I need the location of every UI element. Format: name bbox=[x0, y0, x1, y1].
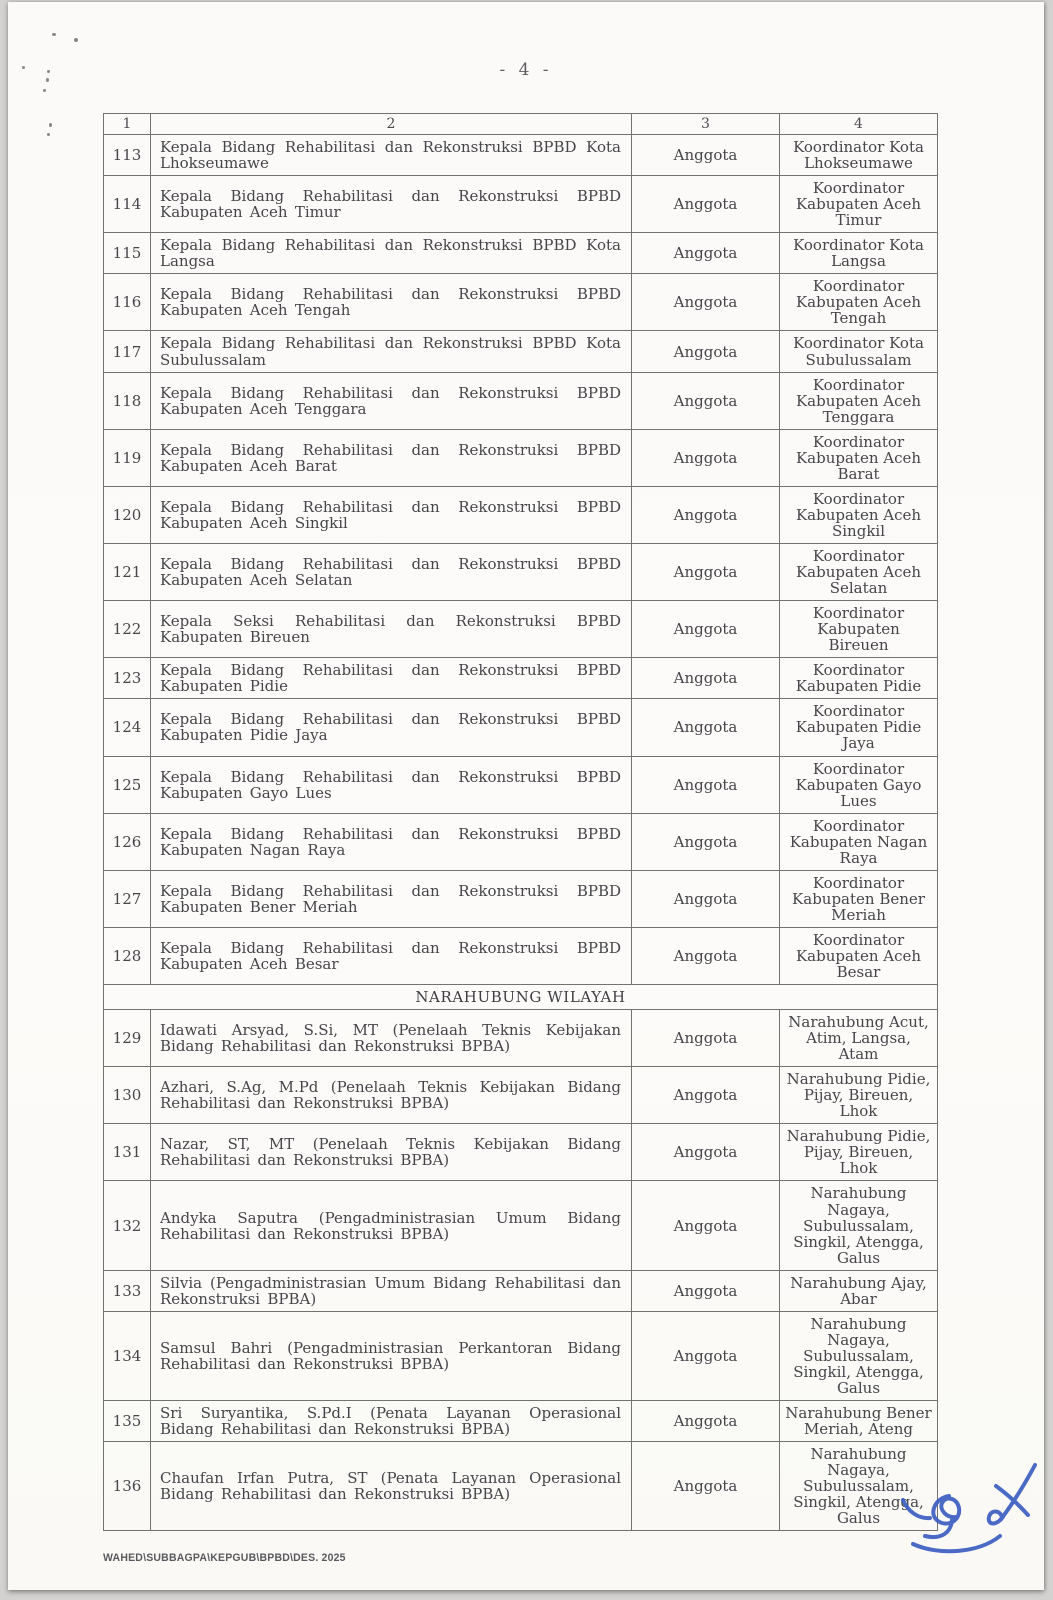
row-number-cell: 131 bbox=[104, 1124, 151, 1181]
section-header-row bbox=[104, 985, 938, 1010]
table-row bbox=[104, 274, 938, 331]
assignment-cell: Koordinator Kabupaten Aceh Selatan bbox=[780, 543, 938, 600]
row-number-cell: 133 bbox=[104, 1270, 151, 1311]
assignment-cell: Narahubung Nagaya, Subulussalam, Singkil, Atengga, Galus bbox=[780, 1181, 938, 1270]
assignment-cell: Koordinator Kota Subulussalam bbox=[780, 331, 938, 372]
row-number-cell: 125 bbox=[104, 756, 151, 813]
membership-cell: Anggota bbox=[632, 870, 780, 927]
document-page bbox=[8, 2, 1044, 1590]
table-row bbox=[104, 1067, 938, 1124]
position-cell: Kepala Bidang Rehabilitasi dan Rekonstruksi BPBD Kabupaten Bener Meriah bbox=[151, 870, 632, 927]
ink-speck bbox=[22, 66, 25, 69]
assignment-cell: Koordinator Kabupaten Aceh Besar bbox=[780, 927, 938, 984]
row-number-cell: 120 bbox=[104, 486, 151, 543]
table-row bbox=[104, 756, 938, 813]
membership-cell: Anggota bbox=[632, 1311, 780, 1400]
table-row bbox=[104, 1401, 938, 1442]
assignment-cell: Koordinator Kabupaten Bireuen bbox=[780, 601, 938, 658]
row-number-cell: 130 bbox=[104, 1067, 151, 1124]
assignment-cell: Narahubung Nagaya, Subulussalam, Singkil, Atengga, Galus bbox=[780, 1442, 938, 1531]
table-row bbox=[104, 135, 938, 176]
table-row bbox=[104, 927, 938, 984]
position-cell: Nazar, ST, MT (Penelaah Teknis Kebijakan Bidang Rehabilitasi dan Rekonstruksi BPBA) bbox=[151, 1124, 632, 1181]
assignment-cell: Koordinator Kabupaten Aceh Barat bbox=[780, 429, 938, 486]
table-body bbox=[104, 135, 938, 1531]
position-cell: Kepala Bidang Rehabilitasi dan Rekonstruksi BPBD Kabupaten Aceh Tengah bbox=[151, 274, 632, 331]
position-cell: Samsul Bahri (Pengadministrasian Perkantoran Bidang Rehabilitasi dan Rekonstruksi BPBA) bbox=[151, 1311, 632, 1400]
row-number-cell: 123 bbox=[104, 658, 151, 699]
table-row bbox=[104, 543, 938, 600]
row-number-cell: 122 bbox=[104, 601, 151, 658]
membership-cell: Anggota bbox=[632, 1124, 780, 1181]
position-cell: Kepala Bidang Rehabilitasi dan Rekonstruksi BPBD Kabupaten Pidie Jaya bbox=[151, 699, 632, 756]
row-number-cell: 129 bbox=[104, 1010, 151, 1067]
row-number-cell: 134 bbox=[104, 1311, 151, 1400]
position-cell: Kepala Bidang Rehabilitasi dan Rekonstruksi BPBD Kota Subulussalam bbox=[151, 331, 632, 372]
position-cell: Azhari, S.Ag, M.Pd (Penelaah Teknis Kebijakan Bidang Rehabilitasi dan Rekonstruksi BPBA) bbox=[151, 1067, 632, 1124]
membership-cell: Anggota bbox=[632, 1442, 780, 1531]
membership-cell: Anggota bbox=[632, 429, 780, 486]
row-number-cell: 121 bbox=[104, 543, 151, 600]
membership-cell: Anggota bbox=[632, 813, 780, 870]
row-number-cell: 114 bbox=[104, 176, 151, 233]
assignment-cell: Narahubung Acut, Atim, Langsa, Atam bbox=[780, 1010, 938, 1067]
table-row bbox=[104, 1442, 938, 1531]
ink-speck bbox=[74, 38, 78, 42]
assignment-cell: Narahubung Nagaya, Subulussalam, Singkil, Atengga, Galus bbox=[780, 1311, 938, 1400]
membership-cell: Anggota bbox=[632, 1181, 780, 1270]
row-number-cell: 126 bbox=[104, 813, 151, 870]
membership-cell: Anggota bbox=[632, 176, 780, 233]
membership-cell: Anggota bbox=[632, 274, 780, 331]
row-number-cell: 117 bbox=[104, 331, 151, 372]
row-number-cell: 135 bbox=[104, 1401, 151, 1442]
row-number-cell: 119 bbox=[104, 429, 151, 486]
position-cell: Sri Suryantika, S.Pd.I (Penata Layanan Operasional Bidang Rehabilitasi dan Rekonstruksi BPBA) bbox=[151, 1401, 632, 1442]
table-row bbox=[104, 331, 938, 372]
table-row bbox=[104, 1010, 938, 1067]
column-header-position: 2 bbox=[151, 114, 632, 135]
ink-speck bbox=[43, 89, 46, 92]
membership-cell: Anggota bbox=[632, 486, 780, 543]
membership-cell: Anggota bbox=[632, 331, 780, 372]
assignment-cell: Koordinator Kabupaten Aceh Tengah bbox=[780, 274, 938, 331]
table-row bbox=[104, 699, 938, 756]
membership-cell: Anggota bbox=[632, 756, 780, 813]
table-row bbox=[104, 372, 938, 429]
membership-cell: Anggota bbox=[632, 1067, 780, 1124]
document-footer-code: WAHED\SUBBAGPA\KEPGUB\BPBD\DES. 2025 bbox=[103, 1551, 346, 1565]
row-number-cell: 113 bbox=[104, 135, 151, 176]
membership-cell: Anggota bbox=[632, 1270, 780, 1311]
membership-cell: Anggota bbox=[632, 1010, 780, 1067]
row-number-cell: 132 bbox=[104, 1181, 151, 1270]
assignment-cell: Koordinator Kota Langsa bbox=[780, 233, 938, 274]
position-cell: Idawati Arsyad, S.Si, MT (Penelaah Teknis Kebijakan Bidang Rehabilitasi dan Rekonstruksi BPBA) bbox=[151, 1010, 632, 1067]
row-number-cell: 136 bbox=[104, 1442, 151, 1531]
table-row bbox=[104, 1270, 938, 1311]
row-number-cell: 124 bbox=[104, 699, 151, 756]
assignment-cell: Narahubung Pidie, Pijay, Bireuen, Lhok bbox=[780, 1067, 938, 1124]
position-cell: Kepala Bidang Rehabilitasi dan Rekonstruksi BPBD Kabupaten Aceh Timur bbox=[151, 176, 632, 233]
position-cell: Silvia (Pengadministrasian Umum Bidang Rehabilitasi dan Rekonstruksi BPBA) bbox=[151, 1270, 632, 1311]
assignment-cell: Koordinator Kabupaten Aceh Tenggara bbox=[780, 372, 938, 429]
table-row bbox=[104, 1124, 938, 1181]
assignment-cell: Narahubung Ajay, Abar bbox=[780, 1270, 938, 1311]
column-header-membership: 3 bbox=[632, 114, 780, 135]
table-row bbox=[104, 486, 938, 543]
membership-cell: Anggota bbox=[632, 658, 780, 699]
column-header-no: 1 bbox=[104, 114, 151, 135]
position-cell: Kepala Bidang Rehabilitasi dan Rekonstruksi BPBD Kabupaten Aceh Selatan bbox=[151, 543, 632, 600]
membership-cell: Anggota bbox=[632, 601, 780, 658]
row-number-cell: 128 bbox=[104, 927, 151, 984]
position-cell: Kepala Bidang Rehabilitasi dan Rekonstruksi BPBD Kota Lhokseumawe bbox=[151, 135, 632, 176]
table-row bbox=[104, 1311, 938, 1400]
table-row bbox=[104, 658, 938, 699]
table-row bbox=[104, 813, 938, 870]
column-header-assignment: 4 bbox=[780, 114, 938, 135]
position-cell: Kepala Bidang Rehabilitasi dan Rekonstruksi BPBD Kabupaten Aceh Singkil bbox=[151, 486, 632, 543]
row-number-cell: 115 bbox=[104, 233, 151, 274]
position-cell: Kepala Bidang Rehabilitasi dan Rekonstruksi BPBD Kabupaten Gayo Lues bbox=[151, 756, 632, 813]
assignment-cell: Koordinator Kabupaten Aceh Timur bbox=[780, 176, 938, 233]
membership-cell: Anggota bbox=[632, 233, 780, 274]
assignment-cell: Narahubung Pidie, Pijay, Bireuen, Lhok bbox=[780, 1124, 938, 1181]
position-cell: Kepala Bidang Rehabilitasi dan Rekonstruksi BPBD Kabupaten Aceh Tenggara bbox=[151, 372, 632, 429]
ink-speck bbox=[46, 78, 49, 82]
position-cell: Kepala Bidang Rehabilitasi dan Rekonstruksi BPBD Kabupaten Aceh Barat bbox=[151, 429, 632, 486]
membership-cell: Anggota bbox=[632, 135, 780, 176]
signature-ink bbox=[903, 1465, 1035, 1551]
membership-cell: Anggota bbox=[632, 1401, 780, 1442]
assignment-cell: Koordinator Kabupaten Aceh Singkil bbox=[780, 486, 938, 543]
membership-cell: Anggota bbox=[632, 372, 780, 429]
assignment-cell: Koordinator Kabupaten Pidie Jaya bbox=[780, 699, 938, 756]
table-row bbox=[104, 176, 938, 233]
signature-scribble bbox=[895, 1460, 1047, 1554]
row-number-cell: 127 bbox=[104, 870, 151, 927]
position-cell: Andyka Saputra (Pengadministrasian Umum Bidang Rehabilitasi dan Rekonstruksi BPBA) bbox=[151, 1181, 632, 1270]
position-cell: Kepala Bidang Rehabilitasi dan Rekonstruksi BPBD Kabupaten Aceh Besar bbox=[151, 927, 632, 984]
ink-speck bbox=[52, 33, 56, 36]
membership-cell: Anggota bbox=[632, 543, 780, 600]
membership-cell: Anggota bbox=[632, 699, 780, 756]
ink-speck bbox=[47, 70, 50, 73]
section-header: NARAHUBUNG WILAYAH bbox=[104, 985, 938, 1010]
table-row bbox=[104, 1181, 938, 1270]
column-header-row bbox=[104, 114, 938, 135]
position-cell: Kepala Bidang Rehabilitasi dan Rekonstruksi BPBD Kota Langsa bbox=[151, 233, 632, 274]
table-row bbox=[104, 233, 938, 274]
assignment-cell: Koordinator Kota Lhokseumawe bbox=[780, 135, 938, 176]
table-row bbox=[104, 601, 938, 658]
position-cell: Kepala Seksi Rehabilitasi dan Rekonstruksi BPBD Kabupaten Bireuen bbox=[151, 601, 632, 658]
position-cell: Kepala Bidang Rehabilitasi dan Rekonstruksi BPBD Kabupaten Nagan Raya bbox=[151, 813, 632, 870]
officials-table bbox=[103, 113, 938, 1531]
membership-cell: Anggota bbox=[632, 927, 780, 984]
assignment-cell: Koordinator Kabupaten Bener Meriah bbox=[780, 870, 938, 927]
position-cell: Kepala Bidang Rehabilitasi dan Rekonstruksi BPBD Kabupaten Pidie bbox=[151, 658, 632, 699]
assignment-cell: Koordinator Kabupaten Nagan Raya bbox=[780, 813, 938, 870]
page-number: - 4 - bbox=[499, 60, 553, 80]
position-cell: Chaufan Irfan Putra, ST (Penata Layanan Operasional Bidang Rehabilitasi dan Rekonstruksi BPBA) bbox=[151, 1442, 632, 1531]
row-number-cell: 116 bbox=[104, 274, 151, 331]
assignment-cell: Koordinator Kabupaten Gayo Lues bbox=[780, 756, 938, 813]
ink-speck bbox=[47, 133, 50, 136]
table-row bbox=[104, 429, 938, 486]
ink-speck bbox=[49, 123, 52, 127]
table-row bbox=[104, 870, 938, 927]
assignment-cell: Narahubung Bener Meriah, Ateng bbox=[780, 1401, 938, 1442]
row-number-cell: 118 bbox=[104, 372, 151, 429]
assignment-cell: Koordinator Kabupaten Pidie bbox=[780, 658, 938, 699]
